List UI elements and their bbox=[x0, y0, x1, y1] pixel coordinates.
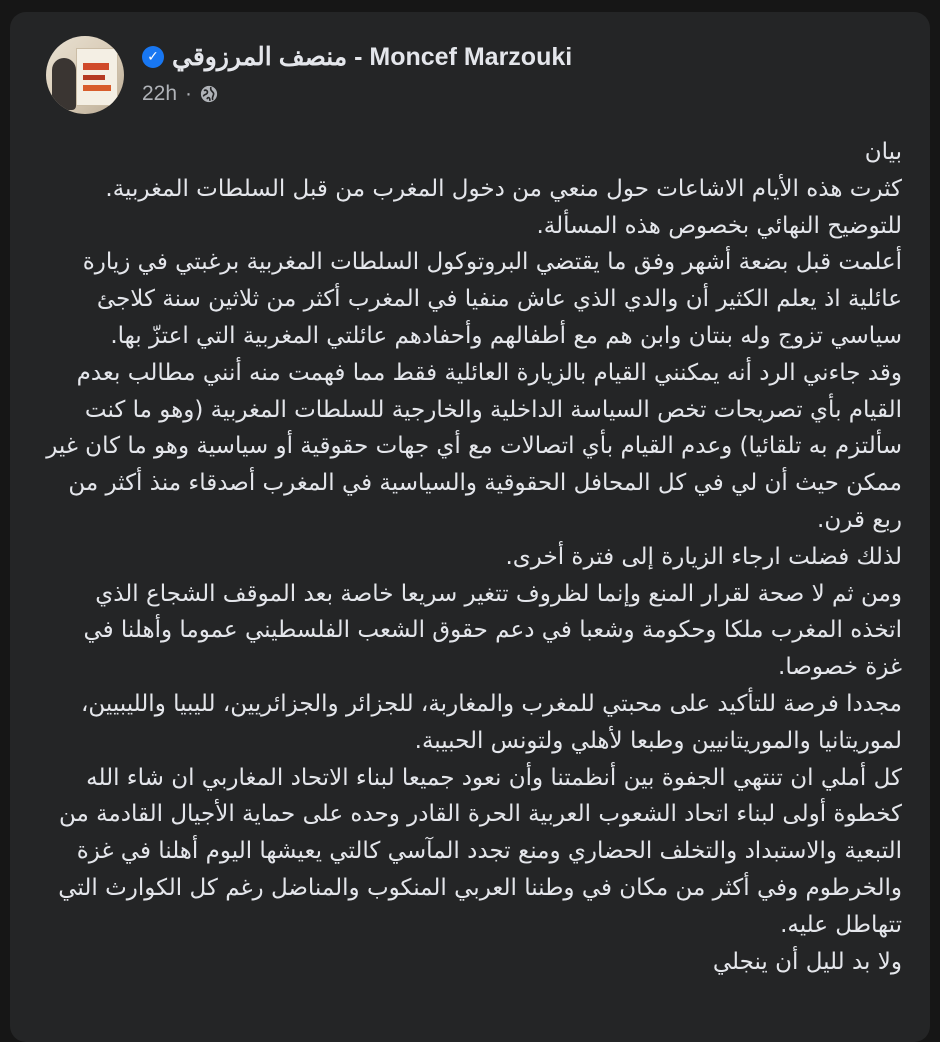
globe-icon[interactable] bbox=[200, 85, 218, 103]
avatar[interactable] bbox=[46, 36, 124, 114]
post-card bbox=[10, 12, 930, 1042]
avatar-book-cover bbox=[76, 48, 118, 106]
post-paragraph: ولا بد لليل أن ينجلي bbox=[712, 948, 902, 975]
post-paragraph: أعلمت قبل بضعة أشهر وفق ما يقتضي البروتوكول السلطات المغربية برغبتي في زيارة عائلية اذ يعلم الكثير أن والدي الذي عاش منفيا في المغرب أكثر من ثلاثين سنة كلاجئ سياسي تزوج وله بنتان وابن هم مع أطفالهم وأحفادهم عائلتي المغربية التي اعتزّ بها. bbox=[82, 249, 902, 349]
post-paragraph: ومن ثم لا صحة لقرار المنع وإنما لظروف تتغير سريعا خاصة بعد الموقف الشجاع الذي اتخذه المغرب ملكا وحكومة وشعبا في دعم حقوق الشعب الفلسطيني عموما وأهلنا في غزة خصوصا. bbox=[83, 580, 902, 681]
post-paragraph: كل أملي ان تنتهي الجفوة بين أنظمتنا وأن نعود جميعا لبناء الاتحاد المغاربي ان شاء الله كخطوة أولى لبناء اتحاد الشعوب العربية الحرة القادر وحده على حماية الأجيال القادمة من التبعية والاستبداد والتخلف الحضاري ومنع تجدد المآسي كالتي يعيشها اليوم أهلنا في غزة والخرطوم وفي أكثر من مكان في وطننا العربي المنكوب والمناضل رغم كل الكوارث التي تتهاطل عليه. bbox=[58, 764, 902, 938]
post-paragraph: كثرت هذه الأيام الاشاعات حول منعي من دخول المغرب من قبل السلطات المغربية. للتوضيح النهائي بخصوص هذه المسألة. bbox=[105, 175, 902, 239]
post-paragraph: وقد جاءني الرد أنه يمكنني القيام بالزيارة العائلية فقط مما فهمت منه أنني مطالب بعدم القيام بأي تصريحات تخص السياسة الداخلية والخارجية للسلطات المغربية (وهو ما كنت سألتزم به تلقائيا) وعدم القيام بأي اتصالات مع أي جهات حقوقية أو سياسية وهو ما كان غير ممكن حيث أن لي في كل المحافل الحقوقية والسياسية في المغرب أصدقاء منذ أكثر من ربع قرن. bbox=[46, 359, 902, 533]
meta-separator: · bbox=[185, 82, 193, 105]
post-meta bbox=[142, 82, 218, 106]
post-paragraph: بيان bbox=[864, 139, 902, 165]
post-text bbox=[42, 134, 902, 980]
avatar-person bbox=[52, 58, 76, 110]
author-name[interactable]: منصف المرزوقي - Moncef Marzouki bbox=[172, 43, 573, 71]
post-timestamp[interactable]: 22h bbox=[142, 82, 178, 105]
verified-badge-icon: ✓ bbox=[142, 46, 164, 68]
post-header bbox=[142, 42, 572, 72]
post-paragraph: مجددا فرصة للتأكيد على محبتي للمغرب والمغاربة، للجزائر والجزائريين، لليبيا والليبيين، لموريتانيا والموريتانيين وطبعا لأهلي ولتونس الحبيبة. bbox=[80, 690, 902, 754]
post-paragraph: لذلك فضلت ارجاء الزيارة إلى فترة أخرى. bbox=[505, 543, 902, 570]
